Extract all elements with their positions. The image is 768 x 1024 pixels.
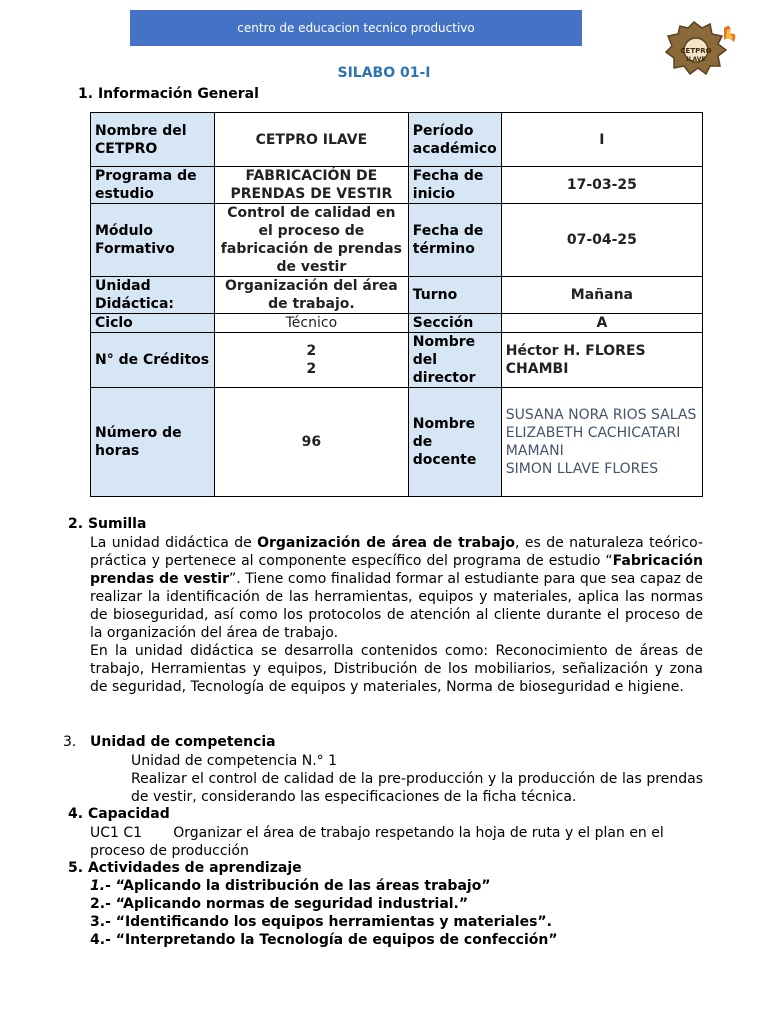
table-row [91, 113, 703, 167]
section-1-heading [78, 86, 259, 102]
section-5-heading [68, 860, 302, 876]
activity-text: - “Aplicando normas de seguridad industrial.” [105, 896, 469, 912]
competencia-line-2: Realizar el control de calidad de la pre-producción y la producción de las prendas de vestir, considerando las especificaciones de la ficha técnica. [131, 771, 703, 805]
activity-number: 3. [90, 914, 106, 930]
credits-line-1: 2 [306, 343, 317, 359]
capacidad-paragraph [90, 824, 703, 860]
label-didactic-unit: Unidad Didáctica: [91, 277, 215, 314]
table-row [91, 277, 703, 314]
value-module: Control de calidad en el proceso de fabricación de prendas de vestir [215, 204, 409, 277]
capacidad-code: UC1 C1 [90, 825, 143, 841]
table-row [91, 204, 703, 277]
label-module: Módulo Formativo [91, 204, 215, 277]
activity-item [90, 896, 468, 912]
header-banner: centro de educacion tecnico productivo [130, 10, 582, 46]
activity-number: 4. [90, 932, 106, 948]
label-director: Nombre del director [408, 333, 501, 388]
section-3-number: 3. [63, 734, 77, 750]
activity-text: - “Identificando los equipos herramientas y materiales”. [105, 914, 552, 930]
label-cycle: Ciclo [91, 314, 215, 333]
teacher-3: SIMON LLAVE FLORES [505, 461, 659, 477]
label-start-date: Fecha de inicio [408, 167, 501, 204]
value-teachers [501, 388, 702, 497]
section-2-heading [68, 516, 146, 532]
activity-item [90, 914, 552, 930]
section-5-title: Actividades de aprendizaje [87, 860, 302, 876]
section-3-title: Unidad de competencia [90, 734, 276, 750]
document-title: SILABO 01-I [337, 65, 431, 81]
label-cetpro-name: Nombre del CETPRO [91, 113, 215, 167]
sumilla-text: La unidad didáctica de [90, 535, 258, 551]
svg-text:CETPRO: CETPRO [680, 47, 712, 55]
label-section: Sección [408, 314, 501, 333]
table-row [91, 167, 703, 204]
section-1-number: 1. [78, 86, 94, 102]
value-credits [215, 333, 409, 388]
label-hours: Número de horas [91, 388, 215, 497]
section-2-number: 2. [68, 516, 84, 532]
value-director: Héctor H. FLORES CHAMBI [501, 333, 702, 388]
label-academic-period: Período académico [408, 113, 501, 167]
svg-text:ILAVE: ILAVE [686, 56, 706, 63]
table-row [91, 314, 703, 333]
value-shift: Mañana [501, 277, 702, 314]
credits-line-2: 2 [306, 361, 317, 377]
value-cycle: Técnico [215, 314, 409, 333]
activity-item [90, 932, 558, 948]
teacher-2: ELIZABETH CACHICATARI MAMANI [505, 425, 681, 459]
sumilla-paragraph-2: En la unidad didáctica se desarrolla contenidos como: Reconocimiento de áreas de trabajo, Herramientas y equipos, Distribución de los mobiliarios, señalización y zona de seguridad, Tecnología de equipos y materiales, Norma de bioseguridad e higiene. [90, 643, 703, 695]
value-cetpro-name: CETPRO ILAVE [215, 113, 409, 167]
section-4-number: 4. [68, 806, 84, 822]
value-hours: 96 [215, 388, 409, 497]
section-2-title: Sumilla [87, 516, 147, 532]
label-teacher: Nombre de docente [408, 388, 501, 497]
activity-text: - “Aplicando la distribución de las áreas trabajo” [105, 878, 491, 894]
value-section: A [501, 314, 702, 333]
label-credits: N° de Créditos [91, 333, 215, 388]
activity-text: - “Interpretando la Tecnología de equipos de confección” [105, 932, 558, 948]
sumilla-bold-unit: Organización de área de trabajo [257, 535, 516, 551]
activity-item [90, 878, 491, 894]
value-didactic-unit: Organización del área de trabajo. [215, 277, 409, 314]
activity-number: 2. [90, 896, 106, 912]
value-academic-period: I [501, 113, 702, 167]
section-4-heading [68, 806, 170, 822]
sumilla-bold-program: Fabricación prendas de vestir [90, 553, 703, 587]
section-5-number: 5. [68, 860, 84, 876]
value-end-date: 07-04-25 [501, 204, 702, 277]
general-info-table [90, 112, 703, 497]
table-row [91, 333, 703, 388]
sumilla-text: , es de naturaleza teórico-práctica y pertenece al componente específico del programa de estudio “ [90, 535, 703, 569]
value-start-date: 17-03-25 [501, 167, 702, 204]
label-program: Programa de estudio [91, 167, 215, 204]
section-1-title: Información General [97, 86, 259, 102]
capacidad-text: Organizar el área de trabajo respetando la hoja de ruta y el plan en el proceso de producción [90, 825, 664, 859]
activity-number: 1. [90, 878, 106, 894]
table-row [91, 388, 703, 497]
sumilla-paragraph-1 [90, 534, 703, 642]
section-4-title: Capacidad [87, 806, 170, 822]
label-end-date: Fecha de término [408, 204, 501, 277]
label-shift: Turno [408, 277, 501, 314]
sumilla-text: ”. Tiene como finalidad formar al estudiante para que sea capaz de realizar la identificación de las herramientas, equipos y materiales, aplica las normas de bioseguridad, así como los protocolos de atención al cliente durante el proceso de la organización del área de trabajo. [90, 571, 703, 641]
value-program: FABRICACIÓN DE PRENDAS DE VESTIR [215, 167, 409, 204]
teacher-1: SUSANA NORA RIOS SALAS [505, 407, 697, 423]
competencia-line-1: Unidad de competencia N.° 1 [131, 753, 338, 769]
